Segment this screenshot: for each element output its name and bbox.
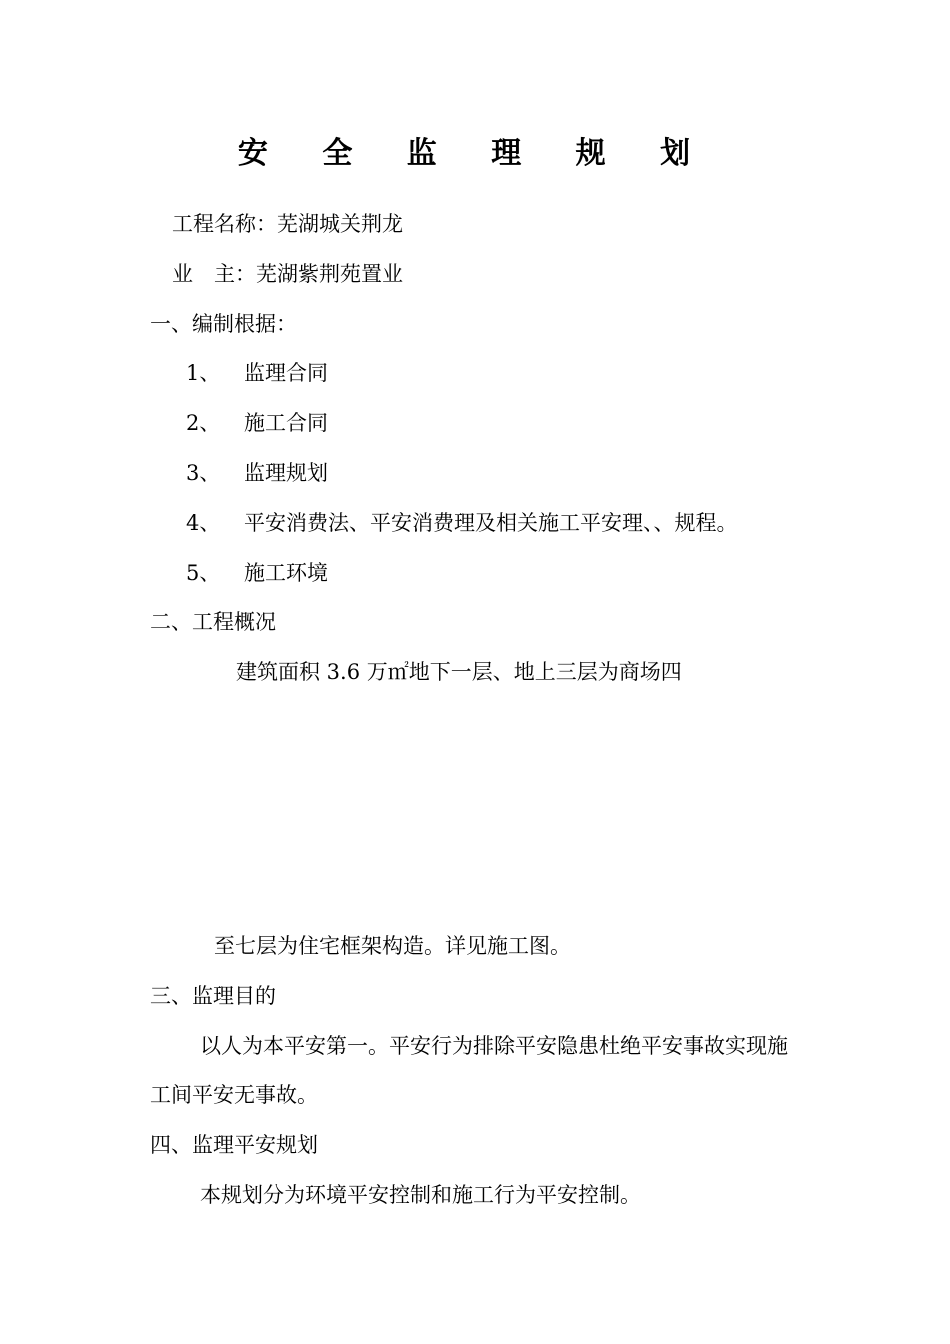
owner-line (172, 260, 403, 288)
overview-heading: 二、工程概况 (150, 610, 276, 634)
project-name-value: 芜湖城关荆龙 (277, 212, 403, 236)
owner-value: 芜湖紫荆苑置业 (256, 262, 403, 286)
basis-heading: 一、编制根据： (150, 312, 297, 336)
owner-label-part1: 业 (172, 262, 193, 286)
plan-heading: 四、监理平安规划 (150, 1133, 318, 1157)
basis-item-text: 施工环境 (244, 561, 328, 585)
owner-label-part2: 主： (214, 262, 256, 286)
basis-item-number: 5、 (186, 561, 221, 585)
basis-item (186, 409, 328, 437)
basis-item-number: 1、 (186, 361, 221, 385)
basis-item-text: 施工合同 (244, 411, 328, 435)
purpose-heading: 三、监理目的 (150, 984, 276, 1008)
overview-paragraph-line: 建筑面积 3.6 万㎡地下一层、地上三层为商场四 (236, 660, 682, 684)
basis-item (186, 459, 328, 487)
basis-item-number: 3、 (186, 461, 221, 485)
basis-item-number: 4、 (186, 511, 221, 535)
document-title: 安 全 监 理 规 划 (237, 136, 713, 171)
basis-item-text: 监理合同 (244, 361, 328, 385)
project-name-label: 工程名称： (172, 212, 277, 236)
basis-item (186, 559, 328, 587)
basis-item (186, 359, 328, 387)
basis-item (186, 509, 738, 537)
project-name-line (172, 210, 403, 238)
overview-paragraph-line: 至七层为住宅框架构造。详见施工图。 (214, 934, 571, 958)
plan-paragraph-line: 本规划分为环境平安控制和施工行为平安控制。 (200, 1183, 641, 1207)
basis-item-text: 监理规划 (244, 461, 328, 485)
basis-item-number: 2、 (186, 411, 221, 435)
basis-item-text: 平安消费法、平安消费理及相关施工平安理、、规程。 (244, 511, 738, 535)
purpose-paragraph-line: 工间平安无事故。 (150, 1083, 318, 1107)
purpose-paragraph-line: 以人为本平安第一。平安行为排除平安隐患杜绝平安事故实现施 (200, 1034, 788, 1058)
